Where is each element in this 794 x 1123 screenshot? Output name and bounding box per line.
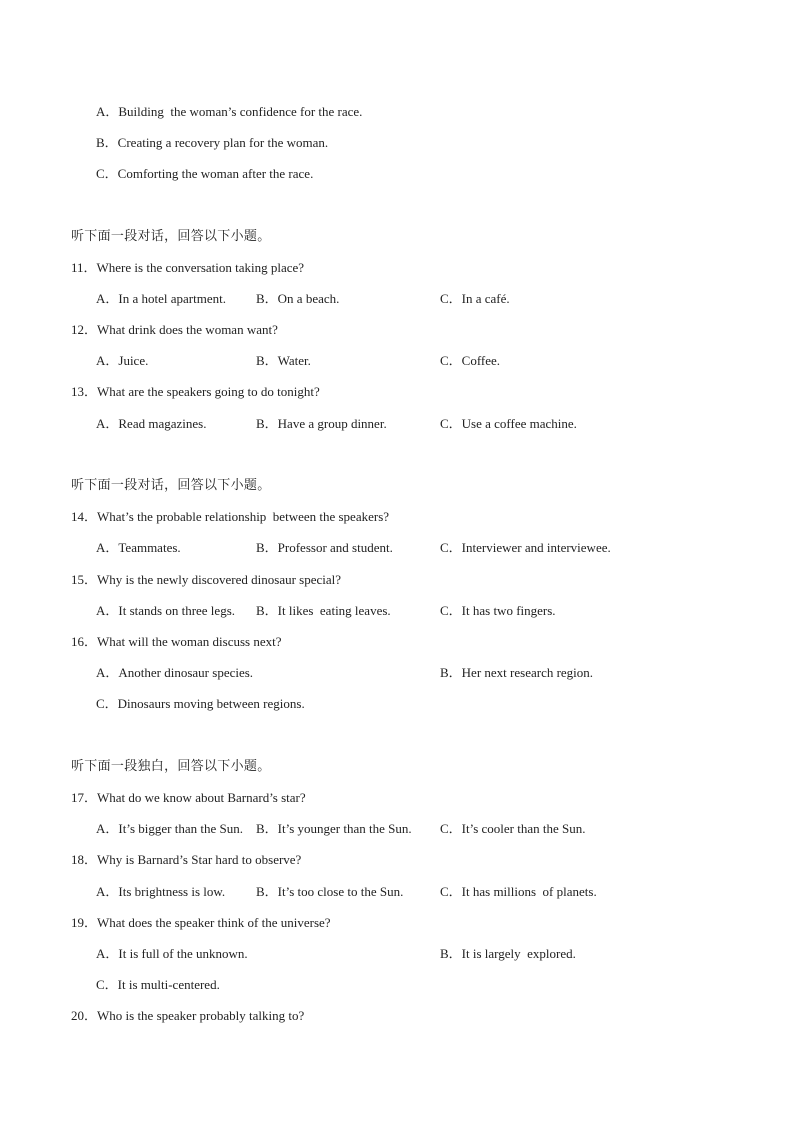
q18-option-a: A．Its brightness is low. [96, 884, 226, 899]
q18-option-b: B．It’s too close to the Sun. [256, 884, 404, 899]
q15-option-a: A．It stands on three legs. [96, 603, 236, 618]
q12-option-a: A．Juice. [96, 353, 149, 368]
question-18-stem: 18．Why is Barnard’s Star hard to observe? [71, 852, 302, 867]
section-instruction: 听下面一段对话，回答以下小题。 [71, 478, 271, 493]
q14-option-b: B．Professor and student. [256, 540, 393, 555]
q15-option-c: C．It has two fingers. [440, 603, 556, 618]
question-11-stem: 11．Where is the conversation taking place? [71, 260, 305, 275]
q14-option-c: C．Interviewer and interviewee. [440, 540, 611, 555]
question-12-stem: 12．What drink does the woman want? [71, 322, 278, 337]
q19-option-c: C．It is multi-centered. [96, 977, 220, 992]
question-19-stem: 19．What does the speaker think of the universe? [71, 915, 331, 930]
q15-option-b: B．It likes eating leaves. [256, 603, 391, 618]
q17-option-c: C．It’s cooler than the Sun. [440, 821, 586, 836]
section-instruction: 听下面一段对话，回答以下小题。 [71, 229, 271, 244]
question-15-stem: 15．Why is the newly discovered dinosaur special? [71, 572, 342, 587]
q12-option-c: C．Coffee. [440, 353, 501, 368]
q13-option-b: B．Have a group dinner. [256, 416, 387, 431]
q10-option-b: B．Creating a recovery plan for the woman. [96, 135, 329, 150]
q17-option-b: B．It’s younger than the Sun. [256, 821, 412, 836]
question-13-stem: 13．What are the speakers going to do tonight? [71, 384, 320, 399]
q14-option-a: A．Teammates. [96, 540, 181, 555]
q16-option-c: C．Dinosaurs moving between regions. [96, 696, 305, 711]
q10-option-c: C．Comforting the woman after the race. [96, 166, 314, 181]
q18-option-c: C．It has millions of planets. [440, 884, 597, 899]
q19-option-b: B．It is largely explored. [440, 946, 576, 961]
question-16-stem: 16．What will the woman discuss next? [71, 634, 282, 649]
q11-option-c: C．In a café. [440, 291, 510, 306]
q11-option-a: A．In a hotel apartment. [96, 291, 226, 306]
q13-option-c: C．Use a coffee machine. [440, 416, 577, 431]
q19-option-a: A．It is full of the unknown. [96, 946, 248, 961]
q11-option-b: B．On a beach. [256, 291, 340, 306]
q13-option-a: A．Read magazines. [96, 416, 207, 431]
q16-option-a: A．Another dinosaur species. [96, 665, 254, 680]
q16-option-b: B．Her next research region. [440, 665, 594, 680]
question-20-stem: 20．Who is the speaker probably talking to? [71, 1008, 305, 1023]
section-instruction: 听下面一段独白，回答以下小题。 [71, 759, 271, 774]
question-14-stem: 14．What’s the probable relationship between the speakers? [71, 509, 390, 524]
question-17-stem: 17．What do we know about Barnard’s star? [71, 790, 306, 805]
q17-option-a: A．It’s bigger than the Sun. [96, 821, 243, 836]
q10-option-a: A．Building the woman’s confidence for the race. [96, 104, 363, 119]
q12-option-b: B．Water. [256, 353, 311, 368]
